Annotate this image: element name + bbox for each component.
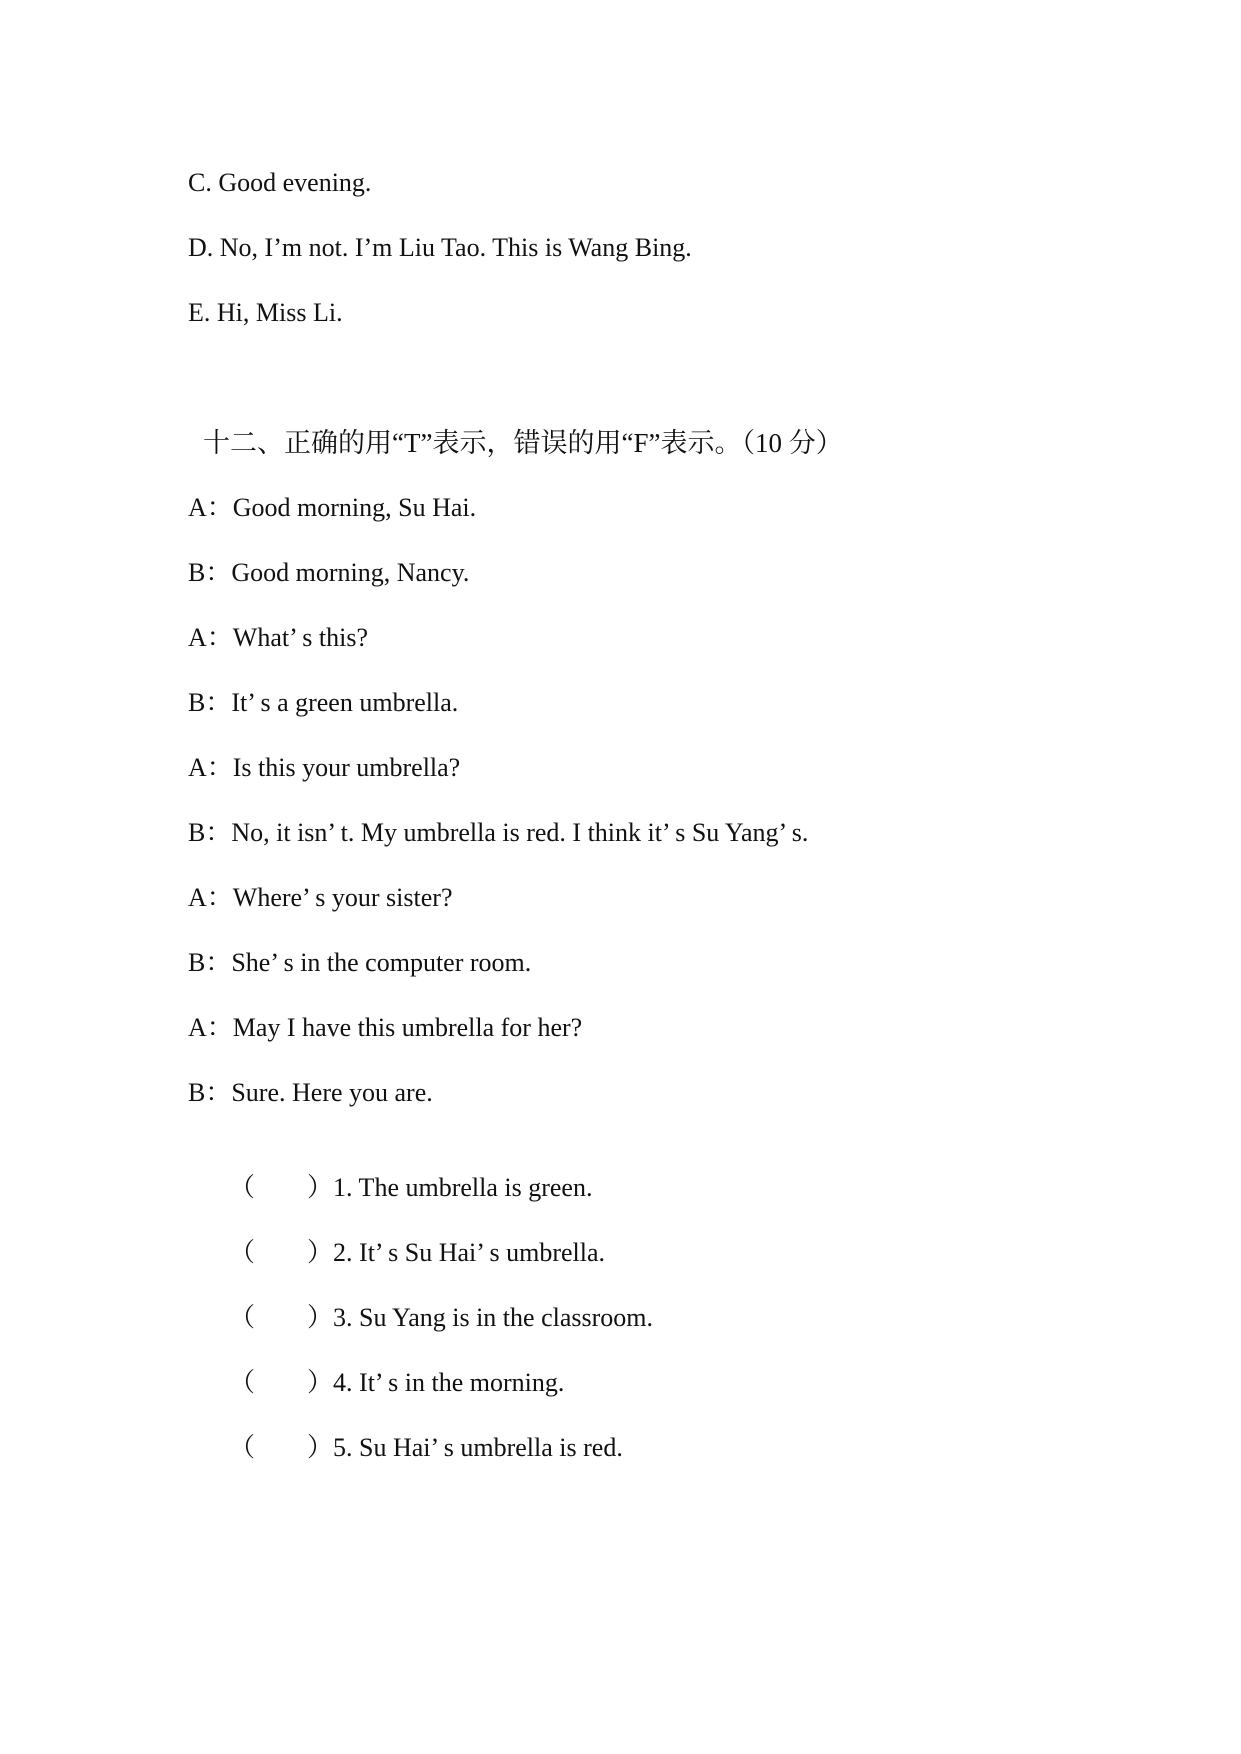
question-text: 2. It’ s Su Hai’ s umbrella. xyxy=(333,1238,606,1267)
dialogue-line: B：She’ s in the computer room. xyxy=(188,948,532,977)
dialogue-line: A：Is this your umbrella? xyxy=(188,753,461,782)
section-heading: 十二、正确的用“T”表示，错误的用“F”表示。（10 分） xyxy=(203,428,843,458)
answer-bracket-open: （ xyxy=(229,1238,256,1267)
answer-bracket-open: （ xyxy=(229,1303,256,1332)
answer-bracket-close: ） xyxy=(307,1303,334,1332)
answer-bracket-open: （ xyxy=(229,1433,256,1462)
dialogue-line: B：It’ s a green umbrella. xyxy=(188,688,459,717)
dialogue-line: B：Good morning, Nancy. xyxy=(188,558,470,587)
answer-bracket-close: ） xyxy=(307,1368,334,1397)
answer-bracket-close: ） xyxy=(307,1238,334,1267)
option-e: E. Hi, Miss Li. xyxy=(188,298,343,327)
answer-bracket-open: （ xyxy=(229,1173,256,1202)
question-text: 1. The umbrella is green. xyxy=(333,1173,593,1202)
dialogue-line: A：Good morning, Su Hai. xyxy=(188,493,477,522)
dialogue-line: B：No, it isn’ t. My umbrella is red. I think it’ s Su Yang’ s. xyxy=(188,818,809,847)
question-text: 3. Su Yang is in the classroom. xyxy=(333,1303,653,1332)
dialogue-line: A：What’ s this? xyxy=(188,623,369,652)
dialogue-line: B：Sure. Here you are. xyxy=(188,1078,433,1107)
option-d: D. No, I’m not. I’m Liu Tao. This is Wang Bing. xyxy=(188,233,692,262)
question-row xyxy=(203,1403,623,1493)
answer-bracket-close: ） xyxy=(307,1173,334,1202)
dialogue-line: A：May I have this umbrella for her? xyxy=(188,1013,583,1042)
dialogue-line: A：Where’ s your sister? xyxy=(188,883,453,912)
option-c: C. Good evening. xyxy=(188,168,372,197)
question-text: 4. It’ s in the morning. xyxy=(333,1368,565,1397)
question-text: 5. Su Hai’ s umbrella is red. xyxy=(333,1433,623,1462)
answer-bracket-close: ） xyxy=(307,1433,334,1462)
answer-bracket-open: （ xyxy=(229,1368,256,1397)
